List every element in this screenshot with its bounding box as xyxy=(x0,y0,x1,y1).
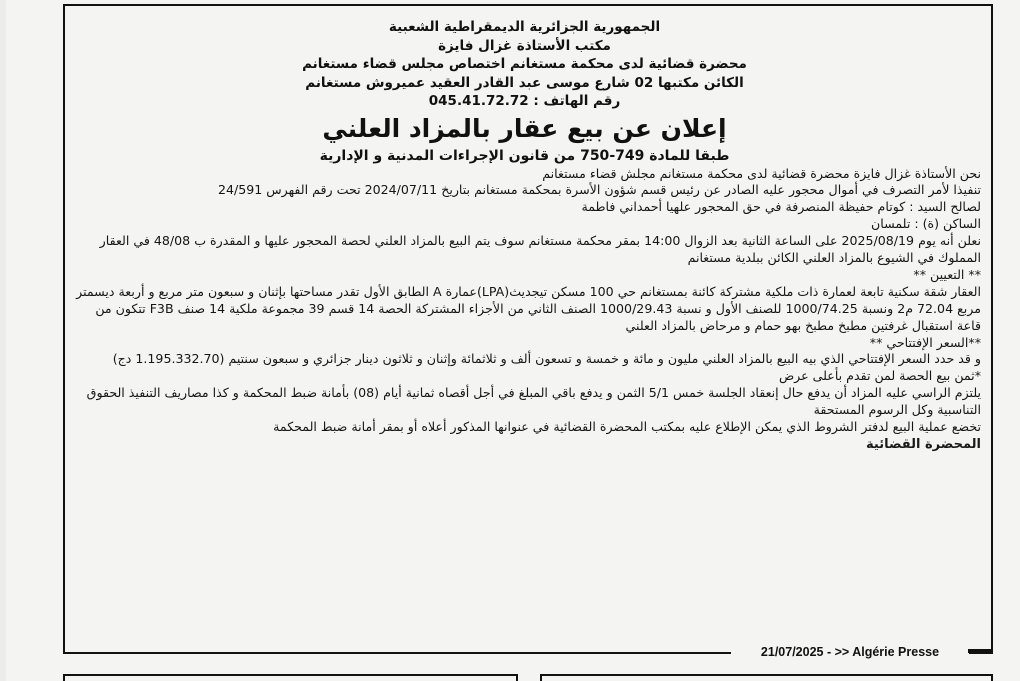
signature: المحضرة القضائية xyxy=(866,437,981,452)
page-edge-shadow xyxy=(0,0,6,681)
header-office: مكتب الأستاذة غزال فايزة xyxy=(438,37,611,54)
footer-source: 21/07/2025 - >> Algérie Presse xyxy=(731,643,969,661)
body-opening-price: و قد حدد السعر الإفتتاحي الذي بيه البيع بالمزاد العلني مليون و مائة و خمسة و تسعون ألف و ثلاثمائة وإثنان و ثلاثون دينار جزائري و سبعون سنتيم (1.195.332.70 دج) xyxy=(112,351,981,367)
body-intro: نحن الأستاذة غزال فايزة محضرة قضائية لدى محكمة مستغانم مجلش قضاء مستغانم xyxy=(542,165,981,181)
announcement-title: إعلان عن بيع عقار بالمزاد العلني xyxy=(322,113,727,143)
next-article-frame-right xyxy=(540,674,993,681)
next-article-frame-left xyxy=(63,674,518,681)
header-republic: الجمهورية الجزائرية الديمقراطية الشعبية xyxy=(388,19,661,35)
body-price-heading: **السعر الإفتتاحي ** xyxy=(869,334,981,350)
header-block xyxy=(68,18,981,111)
body-sale-date: نعلن أنه يوم 2025/08/19 على الساعة الثانية بعد الزوال 14:00 بمقر محكمة مستغانم سوف يتم البيع بالمزاد العلني لحصة المحجور عليها و المقدرة ب 48/08 في العقار المملوك في الشيوع بالمزاد العلني الكائن ببلدية مستغانم xyxy=(99,233,981,266)
body-property-description: العقار شقة سكنية تابعة لعمارة ذات ملكية مشتركة كائنة بمستغانم حي 100 مسكن تيجديث(LPA)عمارة A الطابق الأول تقدر مساحتها بإثنان و سبعون متر مربع و أربعة ديسمتر مربع 72.04 م2 ونسبة 1000/74.25 للصنف الأول و نسبة 1000/29.43 الصنف الثاني من الأجزاء المشتركة الحصة 14 قسم 39 مجموعة ملكية 14 صنف F3B تتكون من قاعة استقبال غرفتين مطبخ مطبخ بهو حمام و مرحاض بالمزاد العلني xyxy=(76,283,981,333)
announcement-body xyxy=(68,166,981,437)
body-residence: الساكن (ة) : تلمسان xyxy=(871,216,981,232)
footer-rule-tail xyxy=(968,649,993,653)
header-address: الكائن مكتبها 02 شارع موسى عبد القادر العقيد عميروش مستغانم xyxy=(305,74,744,91)
body-designation-heading: ** التعيين ** xyxy=(913,266,981,282)
announcement-content xyxy=(68,18,981,644)
body-beneficiary: لصالح السيد : كوتام حفيظة المنصرفة في حق المحجور علهيا أحمداني فاطمة xyxy=(581,199,981,215)
header-phone: رقم الهاتف : 045.41.72.72 xyxy=(428,93,621,109)
body-order: تنفيذا لأمر التصرف في أموال محجور عليه الصادر عن رئيس قسم شؤون الأسرة بمحكمة مستغانم بتاريخ 2024/07/11 تحت رقم الفهرس 24/591 xyxy=(217,182,981,198)
body-payment-terms: يلتزم الراسي عليه المزاد أن يدفع حال إنعقاد الجلسة خمس 5/1 الثمن و يدفع باقي المبلغ في أجل أقصاه ثمانية أيام (08) بأمانة ضبط المحكمة و كذا مصاريف التنفيذ الحقوق التناسبية وكل الرسوم المستحقة xyxy=(86,385,981,418)
announcement-subtitle: طبقا للمادة 749-750 من قانون الإجراءات المدنية و الإدارية xyxy=(319,147,730,164)
body-highest-bid: *ثمن بيع الحصة لمن تقدم بأعلى عرض xyxy=(778,368,981,384)
header-role: محضرة قضائية لدى محكمة مستغانم اختصاص مجلس قضاء مستغانم xyxy=(302,56,747,72)
body-conditions: تخضع عملية البيع لدفتر الشروط الذي يمكن الإطلاع عليه بمكتب المحضرة القضائية في عنوانها المذكور أعلاه أو بمقر أمانة ضبط المحكمة xyxy=(273,419,981,435)
